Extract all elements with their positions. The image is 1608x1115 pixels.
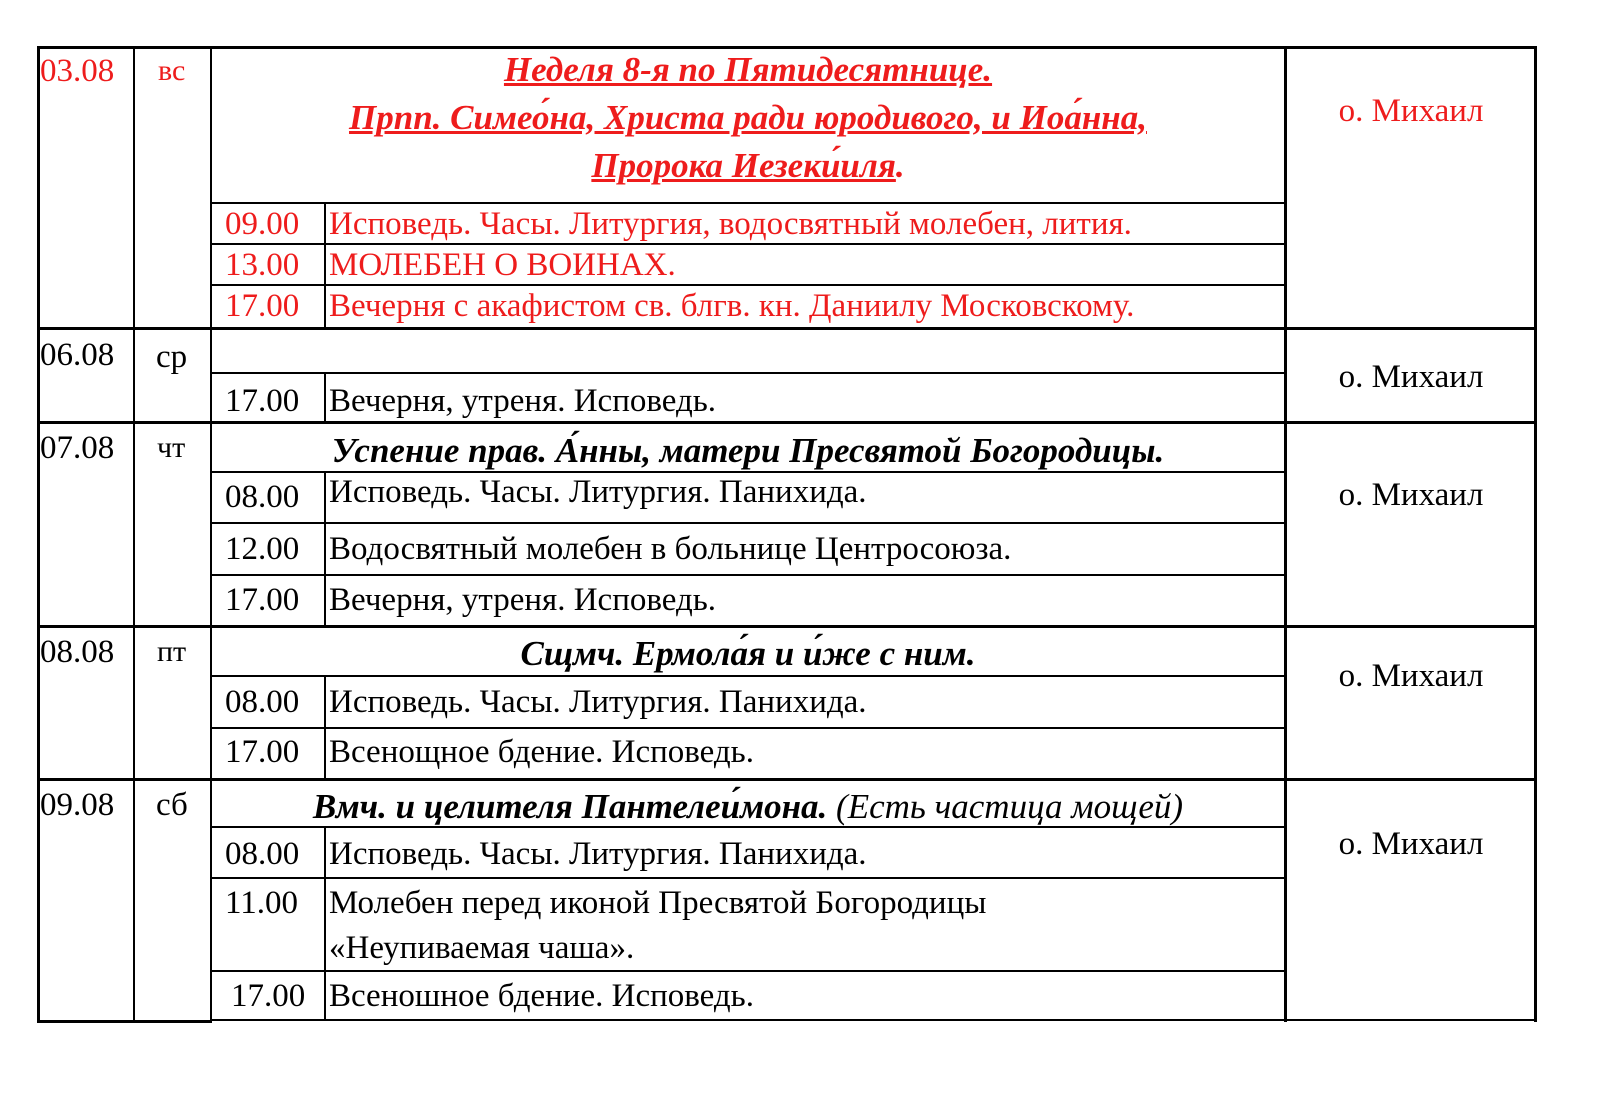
- day-date: 03.08: [40, 53, 115, 89]
- day-title-main: Вмч. и целителя Пантелеи́мона.: [312, 787, 828, 826]
- day-title: [212, 783, 1284, 831]
- day-weekday: пт: [157, 635, 187, 668]
- service-time: 08.00: [225, 684, 300, 720]
- service-text: Молебен перед иконой Пресвятой Богородицы: [329, 885, 987, 921]
- day-date: 06.08: [40, 337, 115, 373]
- service-time: 13.00: [225, 247, 300, 283]
- priest-name: о. Михаил: [1338, 658, 1484, 694]
- service-time: 12.00: [225, 531, 300, 567]
- service-text: Исповедь. Часы. Литургия, водосвятный молебен, лития.: [329, 206, 1132, 242]
- service-time: 11.00: [225, 885, 299, 921]
- service-text: Исповедь. Часы. Литургия. Панихида.: [329, 684, 867, 720]
- priest-name: о. Михаил: [1338, 359, 1484, 395]
- day-weekday: ср: [156, 339, 188, 375]
- day-date: 08.08: [40, 634, 115, 670]
- day-title-line: Прпп. Симео́на, Христа ради юродивого, и Иоа́нна,: [349, 98, 1147, 137]
- priest-name: о. Михаил: [1338, 477, 1484, 513]
- day-weekday: чт: [157, 431, 186, 464]
- service-text: Вечерня, утреня. Исповедь.: [329, 582, 717, 618]
- service-text: Всенощное бдение. Исповедь.: [329, 734, 754, 770]
- service-text-continued: «Неупиваемая чаша».: [329, 930, 635, 966]
- service-text: Всеношное бдение. Исповедь.: [329, 978, 754, 1014]
- day-title: Сщмч. Ермола́я и и́же с ним.: [520, 634, 976, 673]
- service-time: 17.00: [225, 582, 300, 618]
- service-time: 17.00: [231, 978, 306, 1014]
- day-weekday: вс: [158, 54, 186, 87]
- day-title: [212, 46, 1284, 190]
- service-text: Вечерня с акафистом св. блгв. кн. Даниилу Московскому.: [329, 288, 1135, 324]
- priest-name: о. Михаил: [1338, 826, 1484, 862]
- service-text: Исповедь. Часы. Литургия. Панихида.: [329, 836, 867, 872]
- priest-name: о. Михаил: [1338, 93, 1484, 129]
- service-text: МОЛЕБЕН О ВОИНАХ.: [329, 247, 676, 283]
- day-title-tail: .: [895, 146, 905, 185]
- service-text: Исповедь. Часы. Литургия. Панихида.: [329, 474, 867, 510]
- service-time: 08.00: [225, 836, 300, 872]
- day-title-line: Неделя 8-я по Пятидесятнице.: [503, 50, 993, 89]
- service-text: Вечерня, утреня. Исповедь.: [329, 383, 717, 419]
- day-weekday: сб: [156, 787, 188, 823]
- service-time: 17.00: [225, 734, 300, 770]
- service-text: Водосвятный молебен в больнице Центросоюза.: [329, 531, 1012, 567]
- service-time: 17.00: [225, 383, 300, 419]
- day-date: 09.08: [40, 787, 115, 823]
- day-date: 07.08: [40, 430, 115, 466]
- service-time: 08.00: [225, 479, 300, 515]
- day-title: Успение прав. А́нны, матери Пресвятой Богородицы.: [331, 431, 1165, 470]
- service-time: 17.00: [225, 288, 300, 324]
- service-time: 09.00: [225, 206, 300, 242]
- day-title-note: (Есть частица мощей): [836, 787, 1184, 826]
- day-title-line: Пророка Иезеки́иля: [591, 146, 896, 185]
